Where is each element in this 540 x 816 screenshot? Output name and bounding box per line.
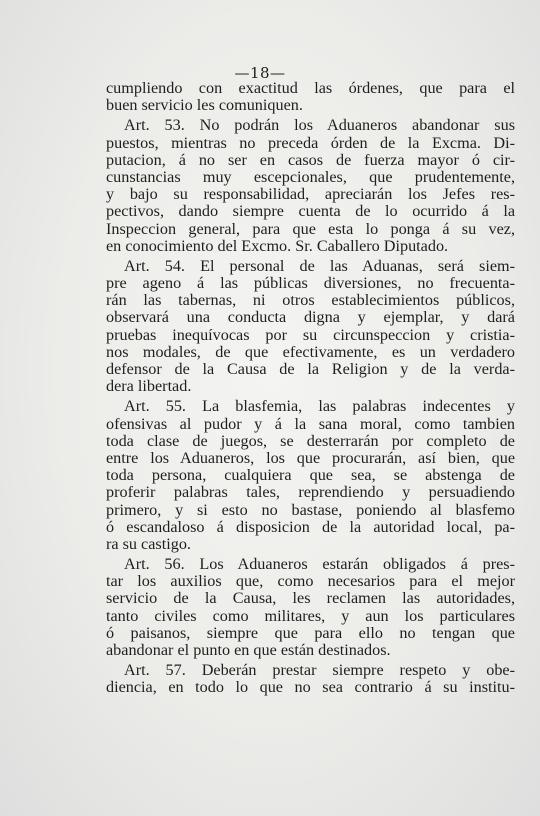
text-line: Art. 55. La blasfemia, las palabras indecentes y — [124, 398, 515, 416]
page-number: —18— — [234, 64, 286, 82]
text-line: ra su castigo. — [106, 535, 191, 553]
text-line: buen servicio les comuniquen. — [106, 97, 303, 115]
text-line: ó escandaloso á disposicion de la autoridad local, pa- — [106, 518, 515, 536]
text-line: pre ageno á las públicas diversiones, no frecuenta- — [106, 275, 515, 293]
text-line: tar los auxilios que, como necesarios para el mejor — [106, 573, 515, 591]
text-line: Art. 57. Deberán prestar siempre respeto y obe- — [124, 662, 515, 680]
text-line: Art. 54. El personal de las Aduanas, será siem- — [124, 257, 515, 275]
text-line: puestos, mientras no preceda órden de la Excma. Di- — [106, 134, 515, 152]
text-line: Art. 53. No podrán los Aduaneros abandonar sus — [124, 117, 515, 135]
text-line: observará una conducta digna y ejemplar, y dará — [106, 309, 515, 327]
text-line: rán las tabernas, ni otros establecimientos públicos, — [106, 292, 515, 310]
text-line: pruebas inequívocas por su circunspeccion y cristia- — [106, 326, 515, 344]
text-line: cumpliendo con exactitud las órdenes, que para el — [106, 80, 515, 97]
text-line: abandonar el punto en que están destinados. — [106, 642, 391, 659]
text-line: pectivos, dando siempre cuenta de lo ocurrido á la — [106, 203, 515, 221]
text-line: Inspeccion general, para que esta lo ponga á su vez, — [106, 220, 515, 238]
text-line: proferir palabras tales, reprendiendo y persuadiendo — [106, 484, 515, 502]
text-line: primero, y si esto no bastase, poniendo al blasfemo — [106, 501, 515, 519]
text-line: cunstancias muy escepcionales, que prudentemente, — [106, 168, 515, 186]
text-line: diencia, en todo lo que no sea contrario á su institu- — [106, 679, 515, 697]
text-line: putacion, á no ser en casos de fuerza mayor ó cir- — [106, 151, 515, 169]
text-line: ofensivas al pudor y á la sana moral, como tambien — [106, 415, 515, 433]
text-line: en conocimiento del Excmo. Sr. Caballero Diputado. — [106, 237, 449, 255]
text-line: tanto civiles como militares, y aun los particulares — [106, 607, 515, 625]
text-line: Art. 56. Los Aduaneros estarán obligados á pres- — [124, 556, 515, 574]
text-line: servicio de la Causa, les reclamen las autoridades, — [106, 590, 515, 608]
text-line: toda clase de juegos, se desterrarán por completo de — [106, 432, 515, 450]
text-line: y bajo su responsabilidad, apreciarán los Jefes res- — [106, 186, 515, 204]
text-line: entre los Aduaneros, los que procurarán, así bien, que — [106, 449, 515, 467]
text-line: toda persona, cualquiera que sea, se abstenga de — [106, 467, 515, 485]
text-line: ó paisanos, siempre que para ello no tengan que — [106, 624, 515, 642]
body-text — [106, 80, 515, 697]
text-line: nos modales, de que efectivamente, es un verdadero — [106, 343, 515, 361]
text-line: dera libertad. — [106, 378, 192, 396]
text-line: defensor de la Causa de la Religion y de la verda- — [106, 361, 515, 378]
